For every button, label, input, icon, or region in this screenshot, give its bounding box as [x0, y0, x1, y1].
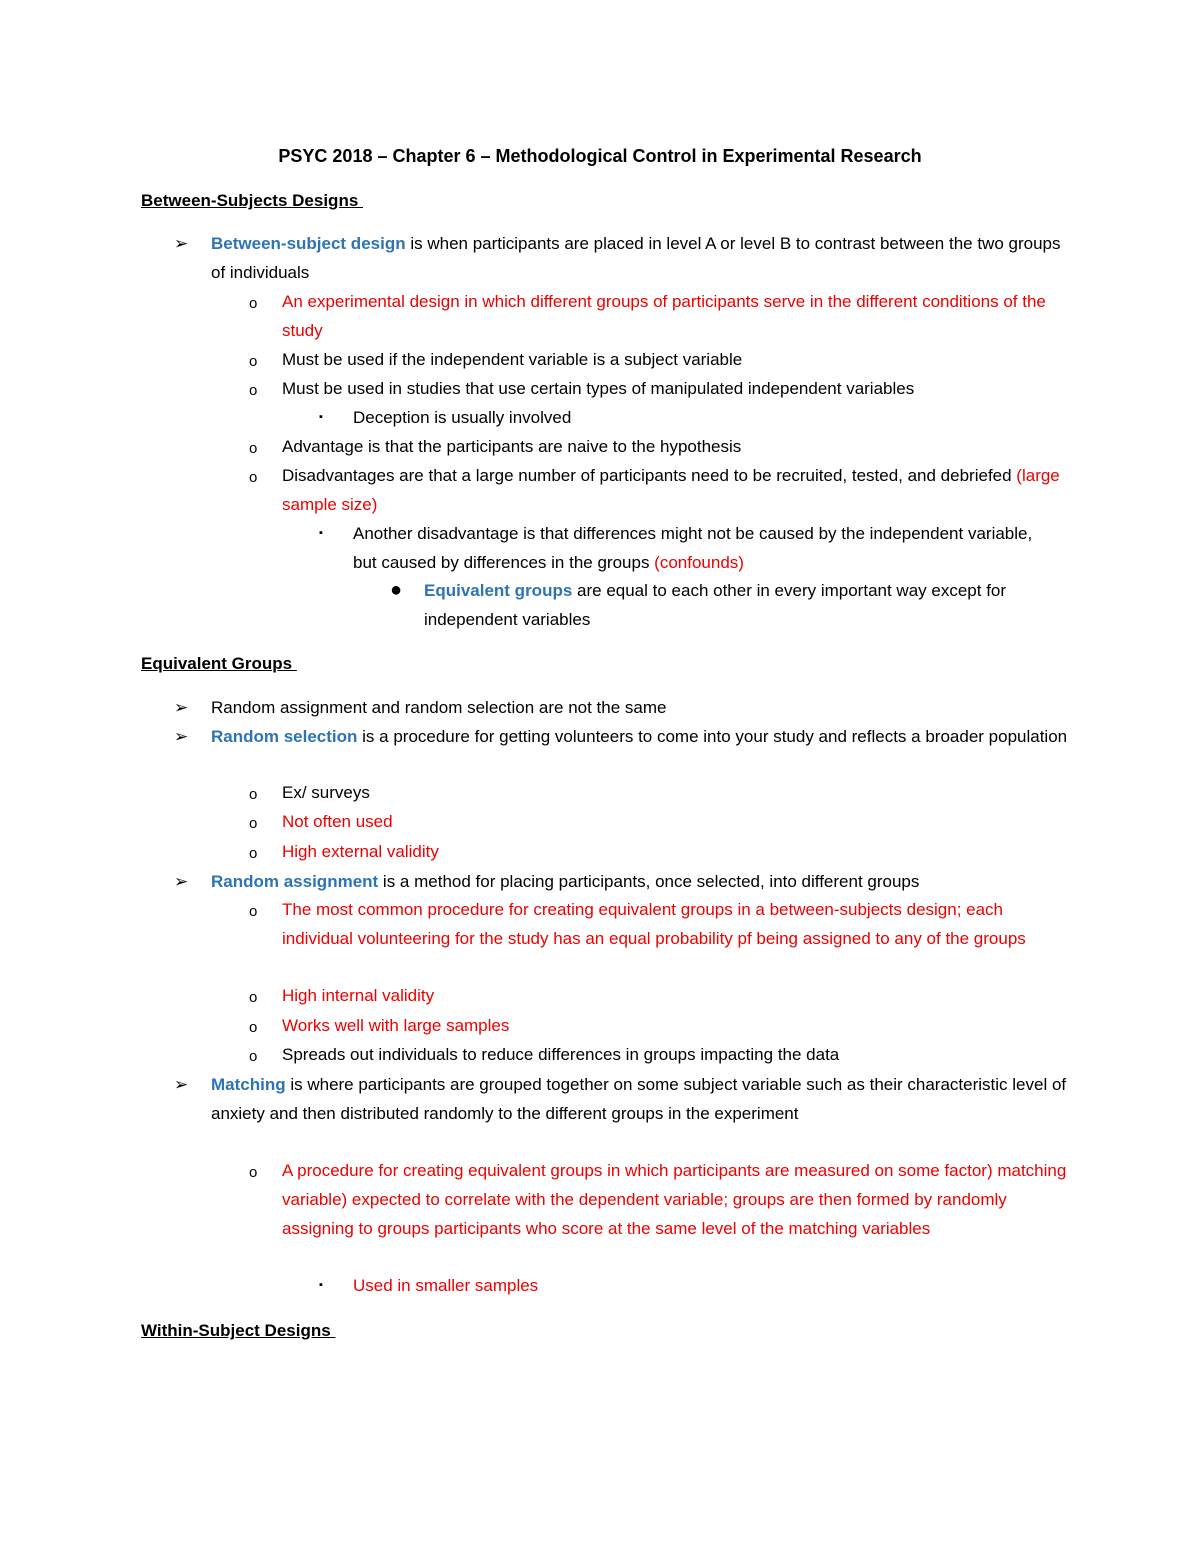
circle-bullet-icon: o [249, 903, 258, 920]
circle-bullet-icon: o [249, 469, 258, 486]
circle-bullet-icon: o [249, 382, 258, 399]
circle-bullet-icon: o [249, 1164, 258, 1181]
list-item: The most common procedure for creating equivalent groups in a between-subjects design; each individual volunteering for the study has an equal probability pf being assigned to any of the groups [282, 900, 1026, 948]
circle-bullet-icon: o [249, 1048, 258, 1065]
list-item: Matching is where participants are grouped together on some subject variable such as their characteristic level of anxiety and then distributed randomly to the different groups in the experiment [211, 1075, 1067, 1123]
list-item: Used in smaller samples [353, 1276, 539, 1295]
arrow-bullet-icon: ➢ [174, 727, 189, 746]
list-item: Random selection is a procedure for getting volunteers to come into your study and reflects a broader population [211, 727, 1068, 746]
circle-bullet-icon: o [249, 786, 258, 803]
circle-bullet-icon: o [249, 353, 258, 370]
term: Random selection [211, 727, 358, 746]
list-item: An experimental design in which different groups of participants serve in the different conditions of the study [282, 292, 1046, 340]
list-item: Advantage is that the participants are naive to the hypothesis [282, 437, 742, 456]
list-item: Deception is usually involved [353, 408, 572, 427]
section-heading-equivalent-groups: Equivalent Groups [141, 654, 297, 673]
dot-bullet-icon: ● [390, 579, 403, 601]
square-bullet-icon: ▪ [319, 411, 323, 423]
arrow-bullet-icon: ➢ [174, 872, 189, 891]
list-item: Must be used in studies that use certain types of manipulated independent variables [282, 379, 915, 398]
page-title: PSYC 2018 – Chapter 6 – Methodological Control in Experimental Research [278, 146, 922, 166]
square-bullet-icon: ▪ [319, 527, 323, 539]
list-item: Disadvantages are that a large number of participants need to be recruited, tested, and debriefed (large sample size) [282, 466, 1060, 514]
list-item: Not often used [282, 812, 393, 831]
section-heading-within-subject: Within-Subject Designs [141, 1321, 336, 1340]
list-item: Random assignment and random selection are not the same [211, 698, 667, 717]
list-item: Another disadvantage is that differences might not be caused by the independent variable, but caused by differences in the groups (confounds) [353, 524, 1033, 572]
circle-bullet-icon: o [249, 1019, 258, 1036]
list-item: Equivalent groups are equal to each other in every important way except for independent variables [424, 581, 1007, 629]
term: Random assignment [211, 872, 379, 891]
section-heading-between-subjects: Between-Subjects Designs [141, 191, 364, 210]
square-bullet-icon: ▪ [319, 1279, 323, 1291]
term: Between-subject design [211, 234, 406, 253]
list-item: Between-subject design is when participants are placed in level A or level B to contrast between the two groups of individuals [211, 234, 1061, 282]
arrow-bullet-icon: ➢ [174, 234, 189, 253]
list-item: High external validity [282, 842, 439, 861]
circle-bullet-icon: o [249, 440, 258, 457]
circle-bullet-icon: o [249, 295, 258, 312]
circle-bullet-icon: o [249, 815, 258, 832]
term: Matching [211, 1075, 286, 1094]
list-item: Ex/ surveys [282, 783, 370, 802]
list-item: Works well with large samples [282, 1016, 510, 1035]
arrow-bullet-icon: ➢ [174, 1075, 189, 1094]
list-item: Must be used if the independent variable is a subject variable [282, 350, 743, 369]
arrow-bullet-icon: ➢ [174, 698, 189, 717]
term: Equivalent groups [424, 581, 573, 600]
list-item: Spreads out individuals to reduce differences in groups impacting the data [282, 1045, 840, 1064]
list-item: A procedure for creating equivalent groups in which participants are measured on some factor) matching variable) expected to correlate with the dependent variable; groups are then formed by randomly assigning to groups participants who score at the same level of the matching variables [282, 1161, 1067, 1238]
list-item: Random assignment is a method for placing participants, once selected, into different groups [211, 872, 920, 891]
circle-bullet-icon: o [249, 845, 258, 862]
list-item: High internal validity [282, 986, 435, 1005]
circle-bullet-icon: o [249, 989, 258, 1006]
